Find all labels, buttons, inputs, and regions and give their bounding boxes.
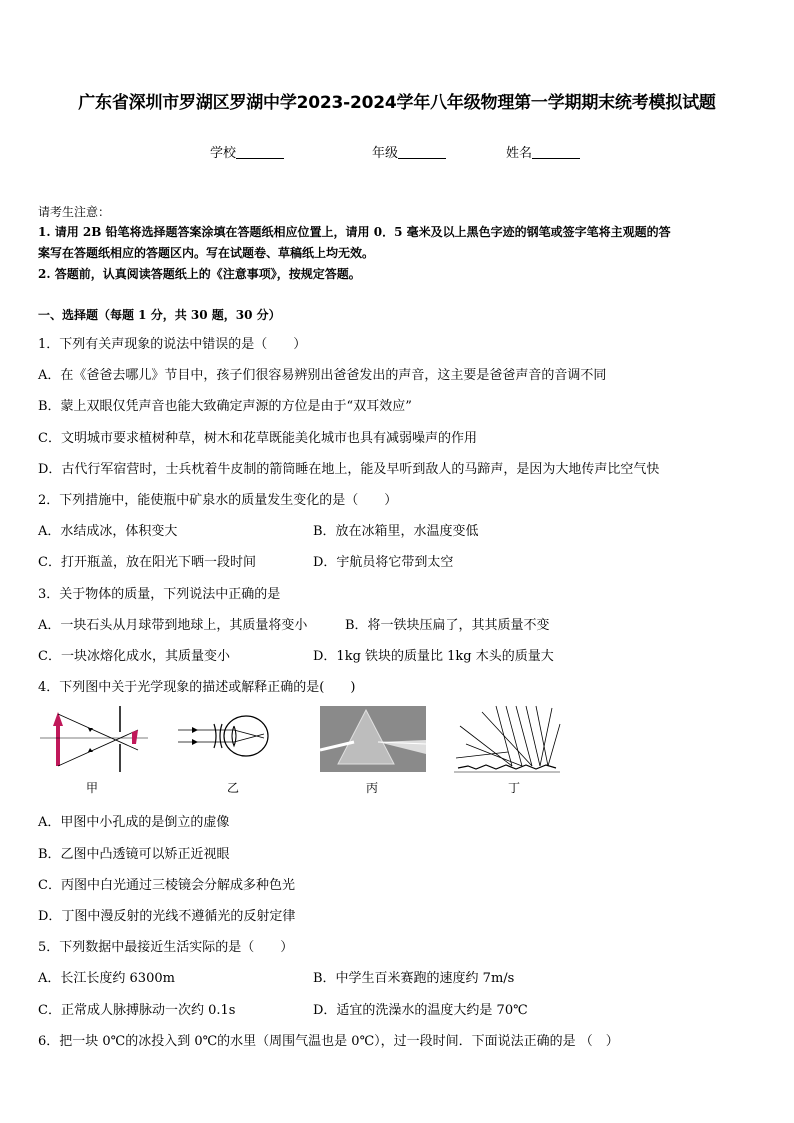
figure-label-jia: 甲 bbox=[86, 781, 99, 795]
prism-figure bbox=[320, 706, 426, 772]
q3-option-a: A．一块石头从月球带到地球上，其质量将变小 bbox=[38, 618, 308, 633]
q3-option-d: D．1kg 铁块的质量比 1kg 木头的质量大 bbox=[313, 649, 554, 664]
eye-lens-figure bbox=[178, 708, 286, 768]
pinhole-figure bbox=[38, 704, 150, 774]
name-label: 姓名 bbox=[506, 146, 533, 161]
q5-option-d: D．适宜的洗澡水的温度大约是 70℃ bbox=[313, 1003, 528, 1018]
figure-label-bing: 丙 bbox=[366, 781, 379, 795]
q2-stem: 2．下列措施中，能使瓶中矿泉水的质量发生变化的是（ ） bbox=[38, 493, 398, 508]
q4-option-d: D．丁图中漫反射的光线不遵循光的反射定律 bbox=[38, 909, 296, 924]
page-title: 广东省深圳市罗湖区罗湖中学2023-2024学年八年级物理第一学期期末统考模拟试题 bbox=[78, 93, 716, 113]
q5-option-a: A．长江长度约 6300m bbox=[38, 971, 175, 986]
q3-stem: 3．关于物体的质量，下列说法中正确的是 bbox=[38, 587, 281, 602]
q1-option-a: A．在《爸爸去哪儿》节目中，孩子们很容易辨别出爸爸发出的声音，这主要是爸爸声音的音调不同 bbox=[38, 368, 607, 383]
notice-line-2: 2. 答题前，认真阅读答题纸上的《注意事项》，按规定答题。 bbox=[38, 267, 361, 281]
name-blank bbox=[532, 146, 580, 159]
q1-option-d: D．古代行军宿营时，士兵枕着牛皮制的箭筒睡在地上，能及早听到敌人的马蹄声，是因为大地传声比空气快 bbox=[38, 462, 660, 477]
q5-option-b: B．中学生百米赛跑的速度约 7m/s bbox=[313, 971, 515, 986]
name-field bbox=[506, 142, 580, 161]
q2-option-c: C．打开瓶盖，放在阳光下晒一段时间 bbox=[38, 555, 256, 570]
q1-stem: 1．下列有关声现象的说法中错误的是（ ） bbox=[38, 337, 307, 352]
grade-label: 年级 bbox=[372, 146, 399, 161]
q6-stem: 6．把一块 0℃的冰投入到 0℃的水里（周围气温也是 0℃），过一段时间．下面说法正确的是 （ ） bbox=[38, 1034, 619, 1049]
notice-line-1b: 案写在答题纸相应的答题区内。写在试题卷、草稿纸上均无效。 bbox=[38, 246, 375, 260]
notice-heading: 请考生注意： bbox=[38, 205, 111, 219]
grade-blank bbox=[398, 146, 446, 159]
diffuse-reflection-figure bbox=[452, 704, 562, 774]
q4-stem: 4．下列图中关于光学现象的描述或解释正确的是( ) bbox=[38, 680, 356, 695]
q3-option-c: C．一块冰熔化成水，其质量变小 bbox=[38, 649, 230, 664]
notice-line-1: 1. 请用 2B 铅笔将选择题答案涂填在答题纸相应位置上，请用 0．5 毫米及以上黑色字迹的钢笔或签字笔将主观题的答 bbox=[38, 225, 671, 239]
q4-option-a: A．甲图中小孔成的是倒立的虚像 bbox=[38, 815, 230, 830]
q1-option-b: B．蒙上双眼仅凭声音也能大致确定声源的方位是由于“双耳效应” bbox=[38, 399, 412, 414]
q5-option-c: C．正常成人脉搏脉动一次约 0.1s bbox=[38, 1003, 236, 1018]
q5-stem: 5．下列数据中最接近生活实际的是（ ） bbox=[38, 940, 294, 955]
school-blank bbox=[236, 146, 284, 159]
q2-option-d: D．宇航员将它带到太空 bbox=[313, 555, 454, 570]
figure-label-ding: 丁 bbox=[508, 781, 521, 795]
school-label: 学校 bbox=[210, 146, 237, 161]
q2-option-a: A．水结成冰，体积变大 bbox=[38, 524, 178, 539]
section-heading: 一、选择题（每题 1 分，共 30 题，30 分） bbox=[38, 308, 281, 322]
q1-option-c: C．文明城市要求植树种草，树木和花草既能美化城市也具有减弱噪声的作用 bbox=[38, 431, 477, 446]
q4-option-c: C．丙图中白光通过三棱镜会分解成多种色光 bbox=[38, 878, 295, 893]
grade-field bbox=[372, 142, 446, 161]
figure-label-yi: 乙 bbox=[227, 781, 240, 795]
q4-option-b: B．乙图中凸透镜可以矫正近视眼 bbox=[38, 847, 230, 862]
q2-option-b: B．放在冰箱里，水温度变低 bbox=[313, 524, 479, 539]
school-field bbox=[210, 142, 284, 161]
q3-option-b: B．将一铁块压扁了，其其质量不变 bbox=[345, 618, 550, 633]
